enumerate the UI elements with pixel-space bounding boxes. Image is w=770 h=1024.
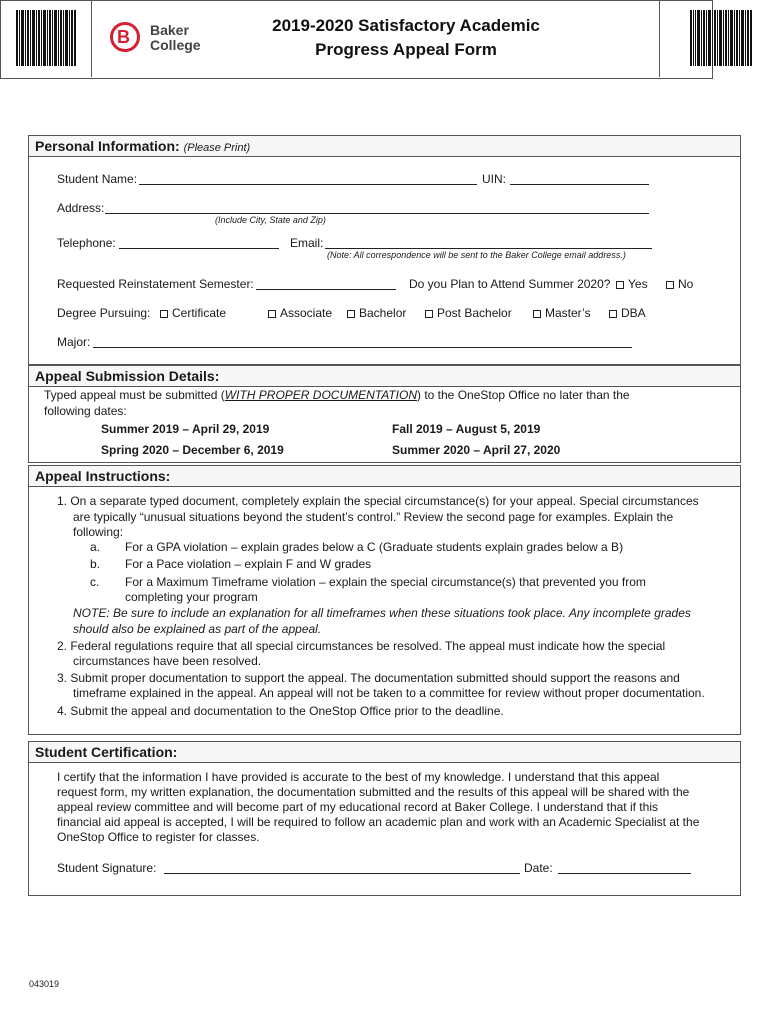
summer-no-option[interactable]: No (666, 277, 693, 292)
personal-information-heading: Personal Information: (Please Print) (29, 136, 740, 157)
degree-option-bachelor[interactable]: Bachelor (347, 306, 406, 321)
instruction-item-2: 2. Federal regulations require that all special circumstances be resolved. The appeal must indicate how the special (57, 639, 666, 653)
degree-option-dba[interactable]: DBA (609, 306, 646, 321)
certification-text-3: appeal review committee and will become part of my educational record at Baker College. I understand that if this (57, 800, 658, 814)
instruction-item-3-cont: timeframe explained in the appeal. An appeal will not be taken to a committee for review without proper documentation. (73, 686, 705, 700)
form-title (226, 14, 586, 62)
degree-option-post-bachelor[interactable]: Post Bachelor (425, 306, 512, 321)
form-title-line2: Progress Appeal Form (315, 40, 497, 59)
form-title-line1: 2019-2020 Satisfactory Academic (272, 16, 540, 35)
checkbox-icon[interactable] (609, 310, 617, 318)
instruction-note-cont: should also be explained as part of the appeal. (73, 622, 322, 636)
instruction-item-2-cont: circumstances have been resolved. (73, 654, 262, 668)
sub-item-a: For a GPA violation – explain grades below a C (Graduate students explain grades below a B) (125, 540, 624, 554)
checkbox-icon[interactable] (616, 281, 624, 289)
certification-text-4: financial aid appeal is accepted, I will be required to follow an academic plan and work with an Academic Specialist at the (57, 815, 700, 829)
deadline-fall-2019: Fall 2019 – August 5, 2019 (392, 422, 541, 436)
student-name-label: Student Name: (57, 172, 138, 186)
telephone-field[interactable] (119, 248, 279, 249)
instruction-item-4: 4. Submit the appeal and documentation to the OneStop Office prior to the deadline. (57, 704, 504, 718)
instruction-item-1-cont: are typically “unusual situations beyond the student’s control.” Review the second page for examples. Explain the (73, 510, 674, 524)
instruction-item-1: 1. On a separate typed document, completely explain the special circumstance(s) for your appeal. Special circumstances (57, 494, 699, 508)
sub-item-c-label: c. (90, 575, 100, 589)
barcode-left (16, 10, 76, 66)
barcode-right (690, 10, 752, 66)
form-header (0, 0, 713, 79)
checkbox-icon[interactable] (268, 310, 276, 318)
instruction-note: NOTE: Be sure to include an explanation for all timeframes when these situations took place. Any incomplete grades (73, 606, 691, 620)
address-label: Address: (57, 201, 105, 215)
address-field[interactable] (105, 213, 649, 214)
summer-attendance-question: Do you Plan to Attend Summer 2020? (409, 277, 611, 291)
uin-label: UIN: (482, 172, 506, 186)
sub-item-b: For a Pace violation – explain F and W grades (125, 557, 372, 571)
deadline-summer-2020: Summer 2020 – April 27, 2020 (392, 443, 561, 457)
summer-yes-option[interactable]: Yes (616, 277, 648, 292)
email-label: Email: (290, 236, 324, 250)
reinstatement-semester-field[interactable] (256, 289, 396, 290)
address-note: (Include City, State and Zip) (215, 215, 326, 225)
email-field[interactable] (325, 248, 652, 249)
checkbox-icon[interactable] (425, 310, 433, 318)
appeal-submission-heading: Appeal Submission Details: (29, 366, 740, 387)
degree-pursuing-label: Degree Pursuing: (57, 306, 151, 320)
student-signature-label: Student Signature: (57, 861, 157, 875)
major-label: Major: (57, 335, 91, 349)
reinstatement-semester-label: Requested Reinstatement Semester: (57, 277, 254, 291)
logo-text-college: College (150, 37, 201, 53)
checkbox-icon[interactable] (347, 310, 355, 318)
student-name-field[interactable] (139, 184, 477, 185)
barcode-right-cell (659, 0, 770, 77)
certification-text-5: OneStop Office to register for classes. (57, 830, 260, 844)
deadline-summer-2019: Summer 2019 – April 29, 2019 (101, 422, 270, 436)
uin-field[interactable] (510, 184, 649, 185)
sub-item-b-label: b. (90, 557, 101, 571)
sub-item-c-cont: completing your program (125, 590, 258, 604)
student-signature-field[interactable] (164, 873, 520, 874)
please-print-note: (Please Print) (183, 142, 251, 154)
checkbox-icon[interactable] (666, 281, 674, 289)
submission-text: Typed appeal must be submitted (WITH PROPER DOCUMENTATION) to the OneStop Office no later than the (44, 388, 630, 402)
major-field[interactable] (93, 347, 632, 348)
checkbox-icon[interactable] (533, 310, 541, 318)
baker-college-logo (110, 17, 220, 61)
logo-text-baker: Baker (150, 22, 189, 38)
email-note: (Note: All correspondence will be sent to the Baker College email address.) (327, 250, 626, 260)
degree-option-certificate[interactable]: Certificate (160, 306, 226, 321)
barcode-left-cell (0, 0, 92, 77)
form-code: 043019 (29, 979, 60, 989)
logo-mark: B (117, 27, 130, 47)
submission-text-line2: following dates: (44, 404, 127, 418)
appeal-instructions-heading: Appeal Instructions: (29, 466, 740, 487)
date-label: Date: (524, 861, 553, 875)
instruction-item-3: 3. Submit proper documentation to support the appeal. The documentation submitted should support the reasons and (57, 671, 680, 685)
date-field[interactable] (558, 873, 691, 874)
certification-text-2: request form, my written explanation, the documentation submitted and the results of this appeal will be shared with the (57, 785, 690, 799)
sub-item-c: For a Maximum Timeframe violation – explain the special circumstance(s) that prevented you from (125, 575, 646, 589)
certification-text-1: I certify that the information I have provided is accurate to the best of my knowledge. I understand that this appeal (57, 770, 660, 784)
degree-option-masters[interactable]: Master’s (533, 306, 591, 321)
checkbox-icon[interactable] (160, 310, 168, 318)
submission-emphasis: WITH PROPER DOCUMENTATION (224, 388, 417, 402)
deadline-spring-2020: Spring 2020 – December 6, 2019 (101, 443, 284, 457)
instruction-item-1-cont2: following: (73, 525, 124, 539)
degree-option-associate[interactable]: Associate (268, 306, 332, 321)
sub-item-a-label: a. (90, 540, 101, 554)
student-certification-heading: Student Certification: (29, 742, 740, 763)
telephone-label: Telephone: (57, 236, 116, 250)
